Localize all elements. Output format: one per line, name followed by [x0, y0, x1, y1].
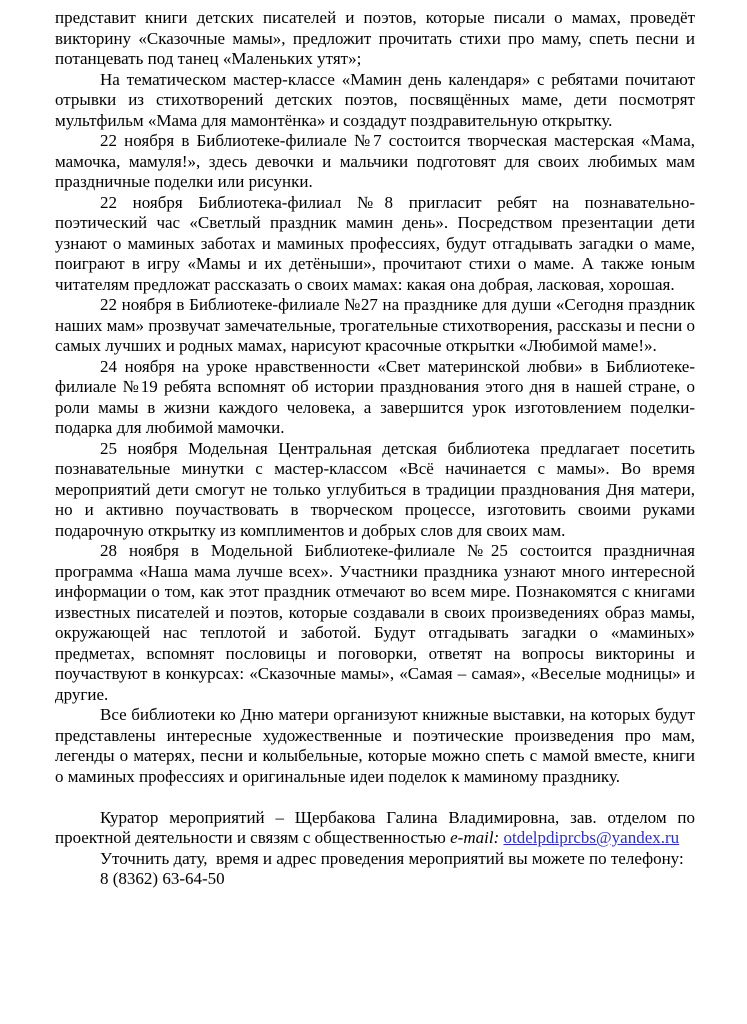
paragraph — [55, 193, 695, 296]
text-run: 24 ноября на уроке нравственности «Свет материнской любви» в Библиотеке-филиале №19 ребята вспомнят об истории празднования этого дня в нашей стране, о роли мамы в жизни каждого человека, а завершится урок изготовлением поделки-подарка для любимой мамочки. — [55, 356, 695, 437]
email-link[interactable]: otdelpdiprcbs@yandex.ru — [503, 828, 680, 847]
text-run: e-mail: — [450, 828, 500, 847]
text-run: Уточнить дату, время и адрес проведения мероприятий вы можете по телефону: — [100, 848, 684, 868]
text-run: представит книги детских писателей и поэтов, которые писали о мамах, проведёт викторину «Сказочные мамы», предложит прочитать стихи про маму, спеть песни и потанцевать под танец «Маленьких утят»; — [55, 8, 695, 68]
text-run: Все библиотеки ко Дню матери организуют книжные выставки, на которых будут представлены интересные художественные и поэтические произведения про мам, легенды о матерях, песни и колыбельные, которые можно спеть с мамой вместе, книги о маминых профессиях и оригинальные идеи поделок к маминому празднику. — [55, 705, 695, 786]
paragraph — [55, 131, 695, 193]
text-run: 8 (8362) 63-64-50 — [100, 869, 225, 888]
text-run: 22 ноября в Библиотеке-филиале №27 на празднике для души «Сегодня праздник наших мам» прозвучат замечательные, трогательные стихотворения, рассказы и песни о самых лучших и родных мамах, нарисуют красочные открытки «Любимой маме!». — [55, 295, 695, 355]
paragraph — [55, 295, 695, 357]
text-run: 22 ноября Библиотека-филиал №8 пригласит ребят на познавательно-поэтический час «Светлый праздник мамин день». Посредством презентации дети узнают о маминых заботах и маминых профессиях, будут отгадывать загадки о маме, поиграют в игру «Мамы и их детёныши», прочитают стихи о маме. А также юным читателям предложат рассказать о своих мамах: какая она добрая, ласковая, хорошая. — [55, 192, 695, 294]
paragraph — [55, 541, 695, 705]
text-run: На тематическом мастер-классе «Мамин день календаря» с ребятами почитают отрывки из стихотворений детских поэтов, посвящённых маме, дети посмотрят мультфильм «Мама для мамонтёнка» и создадут поздравительную открытку. — [55, 69, 695, 130]
text-run: 28 ноября в Модельной Библиотеке-филиале №25 состоится праздничная программа «Наша мама лучше всех». Участники праздника узнают много интересной информации о том, как этот праздник отмечают во всем мире. Познакомятся с книгами известных писателей и поэтов, которые создавали в своих произведениях образ мамы, окружающей нас теплотой и заботой. Будут отгадывать загадки о «маминых» предметах, вспомнят пословицы и поговорки, ответят на вопросы викторины и поучаствуют в конкурсах: «Сказочные мамы», «Самая – самая», «Веселые модницы» и другие. — [55, 541, 695, 704]
text-run: 25 ноября Модельная Центральная детская библиотека предлагает посетить познавательные минутки с мастер-классом «Всё начинается с мамы». Во время мероприятий дети смогут не только углубиться в традиции празднования Дня матери, но и активно поучаствовать в творческом процессе, изготовить своими руками подарочную открытку из комплиментов и добрых слов для своих мам. — [55, 438, 695, 540]
paragraph — [55, 357, 695, 439]
paragraph — [55, 8, 695, 70]
paragraph — [55, 869, 695, 890]
document-body — [55, 8, 695, 890]
paragraph — [55, 808, 695, 849]
paragraph — [55, 849, 695, 870]
paragraph — [55, 705, 695, 787]
paragraph — [55, 439, 695, 542]
paragraph-spacer — [55, 787, 695, 808]
text-run: 22 ноября в Библиотеке-филиале №7 состоится творческая мастерская «Мама, мамочка, мамуля!», здесь девочки и мальчики подготовят для своих любимых мам праздничные поделки или рисунки. — [55, 131, 695, 191]
text-run: Куратор мероприятий – Щербакова Галина Владимировна, зав. отделом по проектной деятельности и связям с общественностью — [55, 807, 695, 847]
paragraph — [55, 70, 695, 132]
